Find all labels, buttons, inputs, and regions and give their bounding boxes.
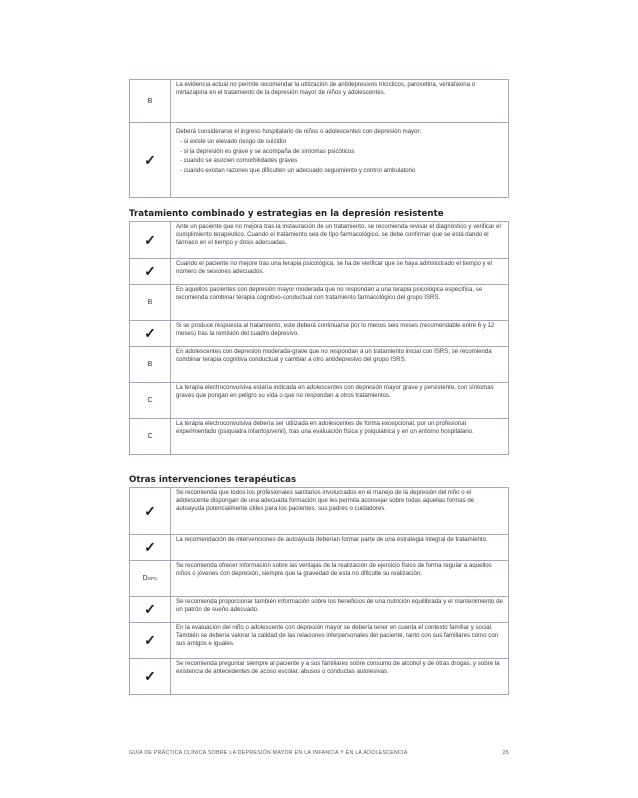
recommendation-text: En la evaluación del niño o adolescente con depresión mayor se debería tener en cuenta el contexto familiar y social. También se debería valorar la calidad de las relaciones interpersonales del paciente, tanto con sus familiares como con sus amigos e iguales.	[176, 624, 499, 648]
recommendation-text: Si se produce respuesta al tratamiento, este deberá continuarse por lo menos seis meses (recomendable entre 6 y 12 meses) tras la remisión del cuadro depresivo.	[176, 322, 495, 338]
recommendation-text: En adolescentes con depresión moderada-grave que no respondan a un tratamiento inicial con ISRS, se recomienda combinar terapia cognitiva conductual y cambiar a otro antidepresivo del grupo ISRS.	[176, 348, 492, 364]
recommendation-text: En aquellos pacientes con depresión mayor moderada que no respondan a una terapia psicológica específica, se recomienda combinar terapia cognitivo-conductual con tratamiento farmacológico del grupo ISRS.	[176, 286, 483, 302]
grade-cell: B	[130, 285, 171, 320]
recommendation-text: Se recomienda preguntar siempre al paciente y a sus familiares sobre consumo de alcohol y de otras drogas, y sobre la existencia de antecedentes de acoso escolar, abusos o conductas autolesivas.	[176, 660, 500, 676]
table-row	[130, 534, 508, 560]
grade-cell: C	[130, 419, 171, 454]
list-item: - si existe un elevado riesgo de suicidio	[180, 138, 287, 145]
recommendations-table-top	[129, 79, 509, 198]
recommendation-text: Se recomienda proporcionar también información sobre los beneficios de una nutrición equilibrada y el mantenimiento de un patrón de sueño adecuado.	[176, 598, 503, 614]
check-icon: ✓	[130, 321, 171, 346]
recommendation-text: La evidencia actual no permite recomendar la utilización de antidepresivos tricíclicos, paroxetina, venlafaxina o mirtazapina en el tratamiento de la depresión mayor de niños y adolescentes.	[176, 81, 476, 97]
recommendations-table-resistant	[129, 221, 509, 455]
section-title: Otras intervenciones terapéuticas	[129, 475, 297, 485]
table-row	[130, 560, 508, 596]
check-icon: ✓	[130, 597, 171, 622]
table-row	[130, 80, 508, 122]
table-row	[130, 596, 508, 622]
check-icon: ✓	[130, 222, 171, 258]
table-row	[130, 622, 508, 658]
recommendation-text: Cuando el paciente no mejore tras una terapia psicológica, se ha de verificar que se haya administrado el tiempo y el número de sesiones adecuados.	[176, 260, 493, 276]
check-icon: ✓	[130, 623, 171, 658]
table-row	[130, 658, 508, 694]
recommendation-text	[171, 123, 508, 197]
grade-cell	[130, 561, 171, 596]
list-item: - cuando existan razones que dificulten un adecuado seguimiento y control ambulatorio	[180, 166, 416, 174]
grade-cell: B	[130, 347, 171, 382]
check-icon: ✓	[130, 123, 171, 197]
table-row	[130, 122, 508, 197]
recommendation-text: La terapia electroconvulsiva debería ser utilizada en adolescentes de forma excepcional, por un profesional experimentado (psiquiatra infantojuvenil), tras una evaluación física y psiquiátrica y en un entorno hospitalario.	[176, 420, 474, 436]
recommendation-intro: Deberá considerarse el ingreso hospitalario de niños o adolescentes con depresión mayor:	[176, 128, 422, 135]
recommendations-table-other	[129, 487, 509, 695]
page-footer	[129, 750, 509, 756]
recommendation-text: Ante un paciente que no mejora tras la instauración de un tratamiento, se recomienda revisar el diagnóstico y verificar el cumplimiento terapéutico. Cuando el tratamiento sea de tipo farmacológico, se debe confirmar que se está dando el fármaco en el tiempo y dosis adecuadas.	[176, 223, 501, 247]
recommendation-text: La recomendación de intervenciones de autoayuda deberían formar parte de una estrategia integral de tratamiento.	[176, 536, 488, 543]
table-row	[130, 222, 508, 258]
recommendation-text: Se recomienda que todos los profesionales sanitarios involucrados en el manejo de la depresión del niño o el adolescente dispongan de una adecuada formación que les permita aconsejar sobre todas aquellas formas de autoayuda potencialmente útiles para los pacientes, sus padres o cuidadores.	[176, 489, 475, 513]
list-item: - si la depresión es grave y se acompaña de síntomas psicóticos	[180, 147, 355, 155]
table-row	[130, 488, 508, 534]
check-icon: ✓	[130, 535, 171, 560]
recommendation-text: La terapia electroconvulsiva estaría indicada en adolescentes con depresión mayor grave y persistente, con síntomas graves que pongan en peligro su vida o que no respondan a otros tratamientos.	[176, 384, 494, 400]
grade-letter: D	[142, 575, 148, 582]
table-row	[130, 346, 508, 382]
section-title: Tratamiento combinado y estrategias en la depresión resistente	[129, 209, 444, 219]
table-row	[130, 258, 508, 284]
check-icon: ✓	[130, 659, 171, 694]
table-row	[130, 284, 508, 320]
grade-cell: B	[130, 80, 171, 122]
footer-title: GUÍA DE PRÁCTICA CLÍNICA SOBRE LA DEPRESIÓN MAYOR EN LA INFANCIA Y EN LA ADOLESCENCIA	[129, 750, 408, 756]
grade-superscript: GPC	[147, 576, 158, 581]
recommendation-text: Se recomienda ofrecer información sobre las ventajas de la realización de ejercicio físico de forma regular a aquellos niños o jóvenes con depresión, siempre que la gravedad de esta no dificulte su realización.	[176, 562, 492, 578]
table-row	[130, 418, 508, 454]
check-icon: ✓	[130, 488, 171, 534]
list-item: - cuando se asocien comorbilidades graves	[180, 157, 298, 165]
table-row	[130, 320, 508, 346]
page-number: 25	[502, 750, 509, 756]
check-icon: ✓	[130, 259, 171, 284]
table-row	[130, 382, 508, 418]
grade-cell: C	[130, 383, 171, 418]
